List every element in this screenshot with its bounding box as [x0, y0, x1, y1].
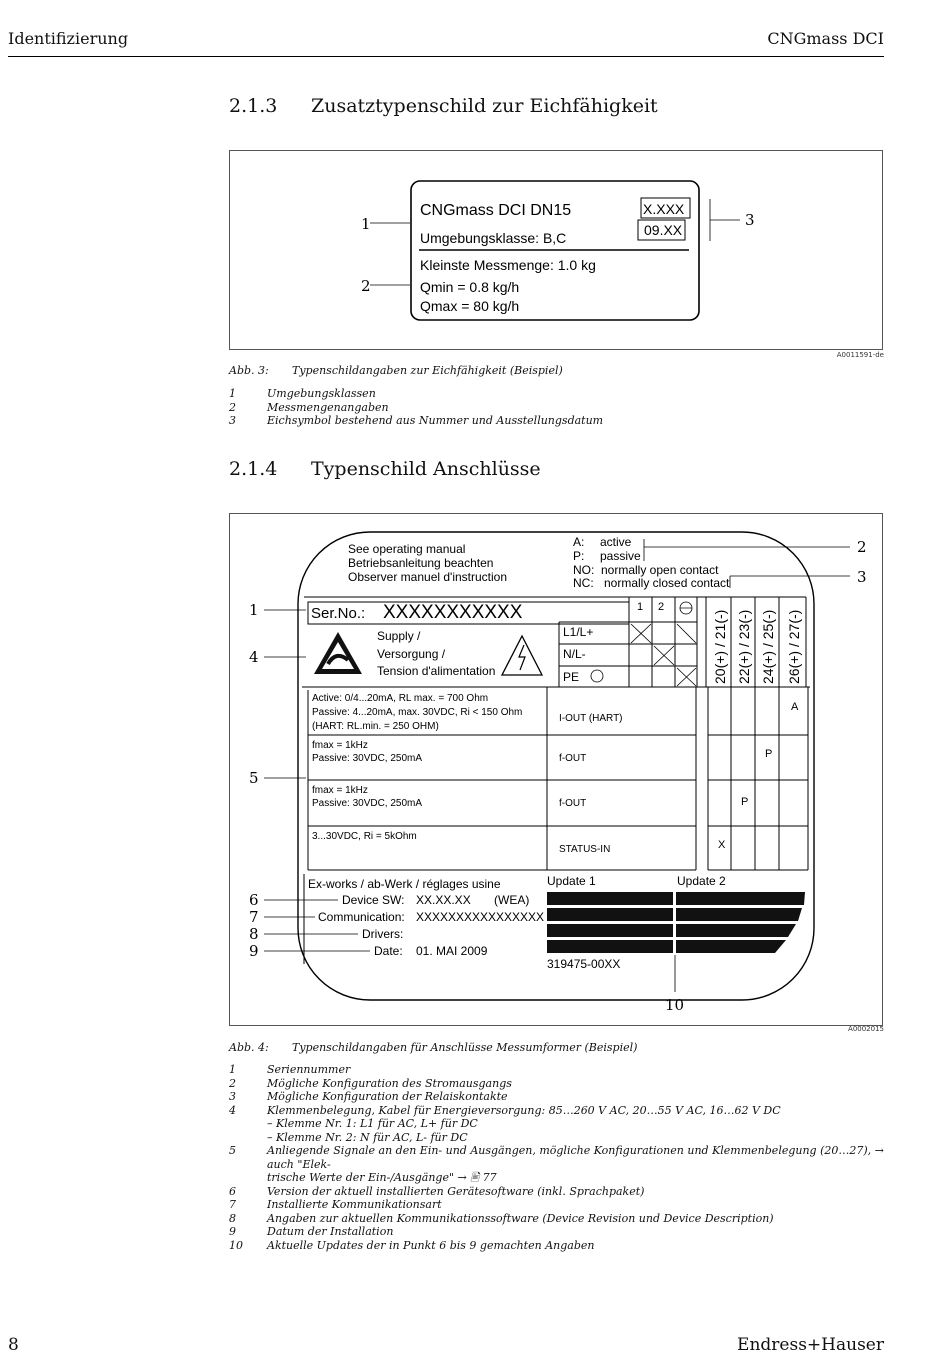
code-val-no: normally open contact: [601, 563, 719, 577]
legend-list-1: [229, 387, 889, 428]
legend-item: 1 Seriennummer: [229, 1063, 351, 1076]
io-row4-mark: X: [718, 839, 726, 851]
device-sw-label: Device SW:: [342, 893, 405, 907]
eich-line3: Kleinste Messmenge: 1.0 kg: [420, 257, 596, 273]
see-manual-en: See operating manual: [348, 542, 466, 556]
code-key-nc: NC:: [573, 576, 594, 590]
legend-item: 3 Mögliche Konfiguration der Relaiskontakte: [229, 1090, 508, 1103]
conn-callout-10: 10: [665, 996, 685, 1014]
eich-line1: CNGmass DCI DN15: [420, 202, 572, 219]
legend-item: 5 Anliegende Signale an den Ein- und Ausgängen, mögliche Konfigurationen und Klemmenbelegung (20…27), → auch "Elek-: [229, 1144, 884, 1171]
code-val-nc: normally closed contact: [604, 576, 730, 590]
io-row3-desc1: fmax = 1kHz: [312, 785, 368, 796]
caption-label-1: Abb. 3:: [229, 364, 269, 377]
io-row1-desc2: Passive: 4...20mA, max. 30VDC, Ri < 150 Ohm: [312, 707, 523, 718]
caption-text-2: Typenschildangaben für Anschlüsse Messumformer (Beispiel): [292, 1041, 638, 1054]
io-row3-signal: f-OUT: [559, 798, 587, 809]
date-value: 01. MAI 2009: [416, 944, 488, 958]
col-head-1: 1: [637, 601, 644, 613]
legend-subitem: – Klemme Nr. 1: L1 für AC, L+ für DC: [267, 1117, 478, 1130]
eich-line2: Umgebungsklasse: B,C: [420, 230, 567, 246]
legend-subitem: – Klemme Nr. 2: N für AC, L- für DC: [267, 1130, 468, 1144]
eich-line4: Qmin = 0.8 kg/h: [420, 279, 520, 295]
io-row2-desc1: fmax = 1kHz: [312, 740, 368, 751]
eich-plate-drawing: [230, 151, 882, 349]
col-head-2: 2: [658, 601, 665, 613]
legend-item: 3 Eichsymbol bestehend aus Nummer und Ausstellungsdatum: [229, 414, 604, 427]
device-sw-suffix: (WEA): [494, 893, 530, 907]
code-key-no: NO:: [573, 563, 595, 577]
supply-de: Versorgung /: [377, 647, 446, 661]
figure-connection-plate: [229, 513, 883, 1026]
drivers-label: Drivers:: [362, 927, 404, 941]
io-row3-desc2: Passive: 30VDC, 250mA: [312, 798, 423, 809]
figure-code-1: A0011591-de: [836, 351, 884, 359]
exworks-title: Ex-works / ab-Werk / réglages usine: [308, 877, 501, 891]
io-row1-signal: I-OUT (HART): [559, 713, 623, 724]
section-number-1: 2.1.3: [229, 95, 278, 117]
legend-item: trische Werte der Ein-/Ausgänge" → 🖹 77: [267, 1171, 497, 1184]
io-row2-desc2: Passive: 30VDC, 250mA: [312, 753, 423, 764]
conn-callout-3: 3: [857, 568, 867, 586]
supply-fr: Tension d'alimentation: [377, 664, 496, 678]
serno-label: Ser.No.:: [311, 605, 366, 622]
io-row4-signal: STATUS-IN: [559, 844, 611, 855]
terminal-pe: PE: [563, 670, 580, 684]
communication-label: Communication:: [318, 910, 405, 924]
supply-en: Supply /: [377, 629, 421, 643]
terminal-nl: N/L-: [563, 647, 586, 661]
section-number-2: 2.1.4: [229, 458, 278, 480]
conn-callout-1: 1: [249, 601, 259, 619]
legend-item: 10 Aktuelle Updates der in Punkt 6 bis 9 gemachten Angaben: [229, 1238, 595, 1252]
section-title-2: Typenschild Anschlüsse: [311, 458, 541, 480]
page-number: 8: [8, 1335, 19, 1355]
update1-label: Update 1: [547, 874, 596, 888]
high-voltage-icon: [502, 636, 542, 675]
io-row3-mark: P: [741, 796, 749, 808]
vert-head-22: 22(+) / 23(-): [736, 609, 752, 684]
eich-box1: X.XXX: [643, 201, 685, 217]
eich-callout-2: 2: [361, 277, 371, 295]
legend-item: 8 Angaben zur aktuellen Kommunikationssoftware (Device Revision und Device Description): [229, 1211, 774, 1225]
io-row4-desc1: 3...30VDC, Ri = 5kOhm: [312, 831, 417, 842]
terminal-l1: L1/L+: [563, 625, 594, 639]
conn-callout-9: 9: [249, 942, 259, 960]
conn-callout-7: 7: [249, 908, 259, 926]
communication-value: XXXXXXXXXXXXXXXX: [416, 910, 545, 924]
code-val-p: passive: [600, 549, 641, 563]
code-key-p: P:: [573, 549, 585, 563]
legend-item: 7 Installierte Kommunikationsart: [229, 1198, 442, 1211]
device-sw-value: XX.XX.XX: [416, 893, 471, 907]
io-row1-desc3: (HART: RL.min. = 250 OHM): [312, 721, 439, 732]
header-right: CNGmass DCI: [767, 29, 884, 48]
figure-eich-plate: [229, 150, 883, 350]
eich-callout-3: 3: [745, 211, 755, 229]
vert-head-24: 24(+) / 25(-): [760, 609, 776, 684]
conn-callout-8: 8: [249, 925, 259, 943]
code-key-a: A:: [573, 535, 585, 549]
footer-brand: Endress+Hauser: [737, 1335, 884, 1355]
legend-item: 1 Umgebungsklassen: [229, 387, 376, 400]
connection-plate-drawing: [230, 514, 882, 1025]
legend-item: 2 Messmengenangaben: [229, 400, 389, 414]
legend-item: 2 Mögliche Konfiguration des Stromausgangs: [229, 1076, 512, 1090]
vert-head-26: 26(+) / 27(-): [786, 609, 802, 684]
caption-text-1: Typenschildangaben zur Eichfähigkeit (Beispiel): [292, 364, 563, 377]
eich-line5: Qmax = 80 kg/h: [420, 298, 520, 314]
eich-callout-1: 1: [361, 215, 371, 233]
section-title-1: Zusatztypenschild zur Eichfähigkeit: [311, 95, 658, 117]
part-number: 319475-00XX: [547, 957, 621, 971]
header-rule: [8, 56, 884, 57]
see-manual-de: Betriebsanleitung beachten: [348, 556, 494, 570]
conn-callout-4: 4: [249, 648, 259, 666]
vert-head-20: 20(+) / 21(-): [712, 609, 728, 684]
legend-item: 6 Version der aktuell installierten Gerätesoftware (inkl. Sprachpaket): [229, 1184, 645, 1198]
see-manual-fr: Observer manuel d'instruction: [348, 570, 508, 584]
conn-callout-2: 2: [857, 538, 867, 556]
io-row2-signal: f-OUT: [559, 753, 587, 764]
legend-list-2: [229, 1063, 889, 1252]
pe-ground-icon: [591, 670, 603, 682]
io-row1-desc1: Active: 0/4...20mA, RL max. = 700 Ohm: [312, 693, 489, 704]
serno-value: XXXXXXXXXXX: [383, 602, 523, 623]
header-left: Identifizierung: [8, 29, 129, 48]
conn-callout-5: 5: [249, 769, 259, 787]
io-row1-mark: A: [791, 701, 799, 713]
update2-label: Update 2: [677, 874, 726, 888]
figure-code-2: A0002015: [848, 1025, 884, 1033]
conn-callout-6: 6: [249, 891, 259, 909]
caption-label-2: Abb. 4:: [229, 1041, 269, 1054]
eich-box2: 09.XX: [644, 222, 683, 238]
code-val-a: active: [600, 535, 632, 549]
io-row2-mark: P: [765, 748, 773, 760]
legend-item: 9 Datum der Installation: [229, 1225, 394, 1238]
date-label: Date:: [374, 944, 403, 958]
legend-item: 4 Klemmenbelegung, Kabel für Energieversorgung: 85…260 V AC, 20…55 V AC, 16…62 V DC: [229, 1103, 781, 1117]
